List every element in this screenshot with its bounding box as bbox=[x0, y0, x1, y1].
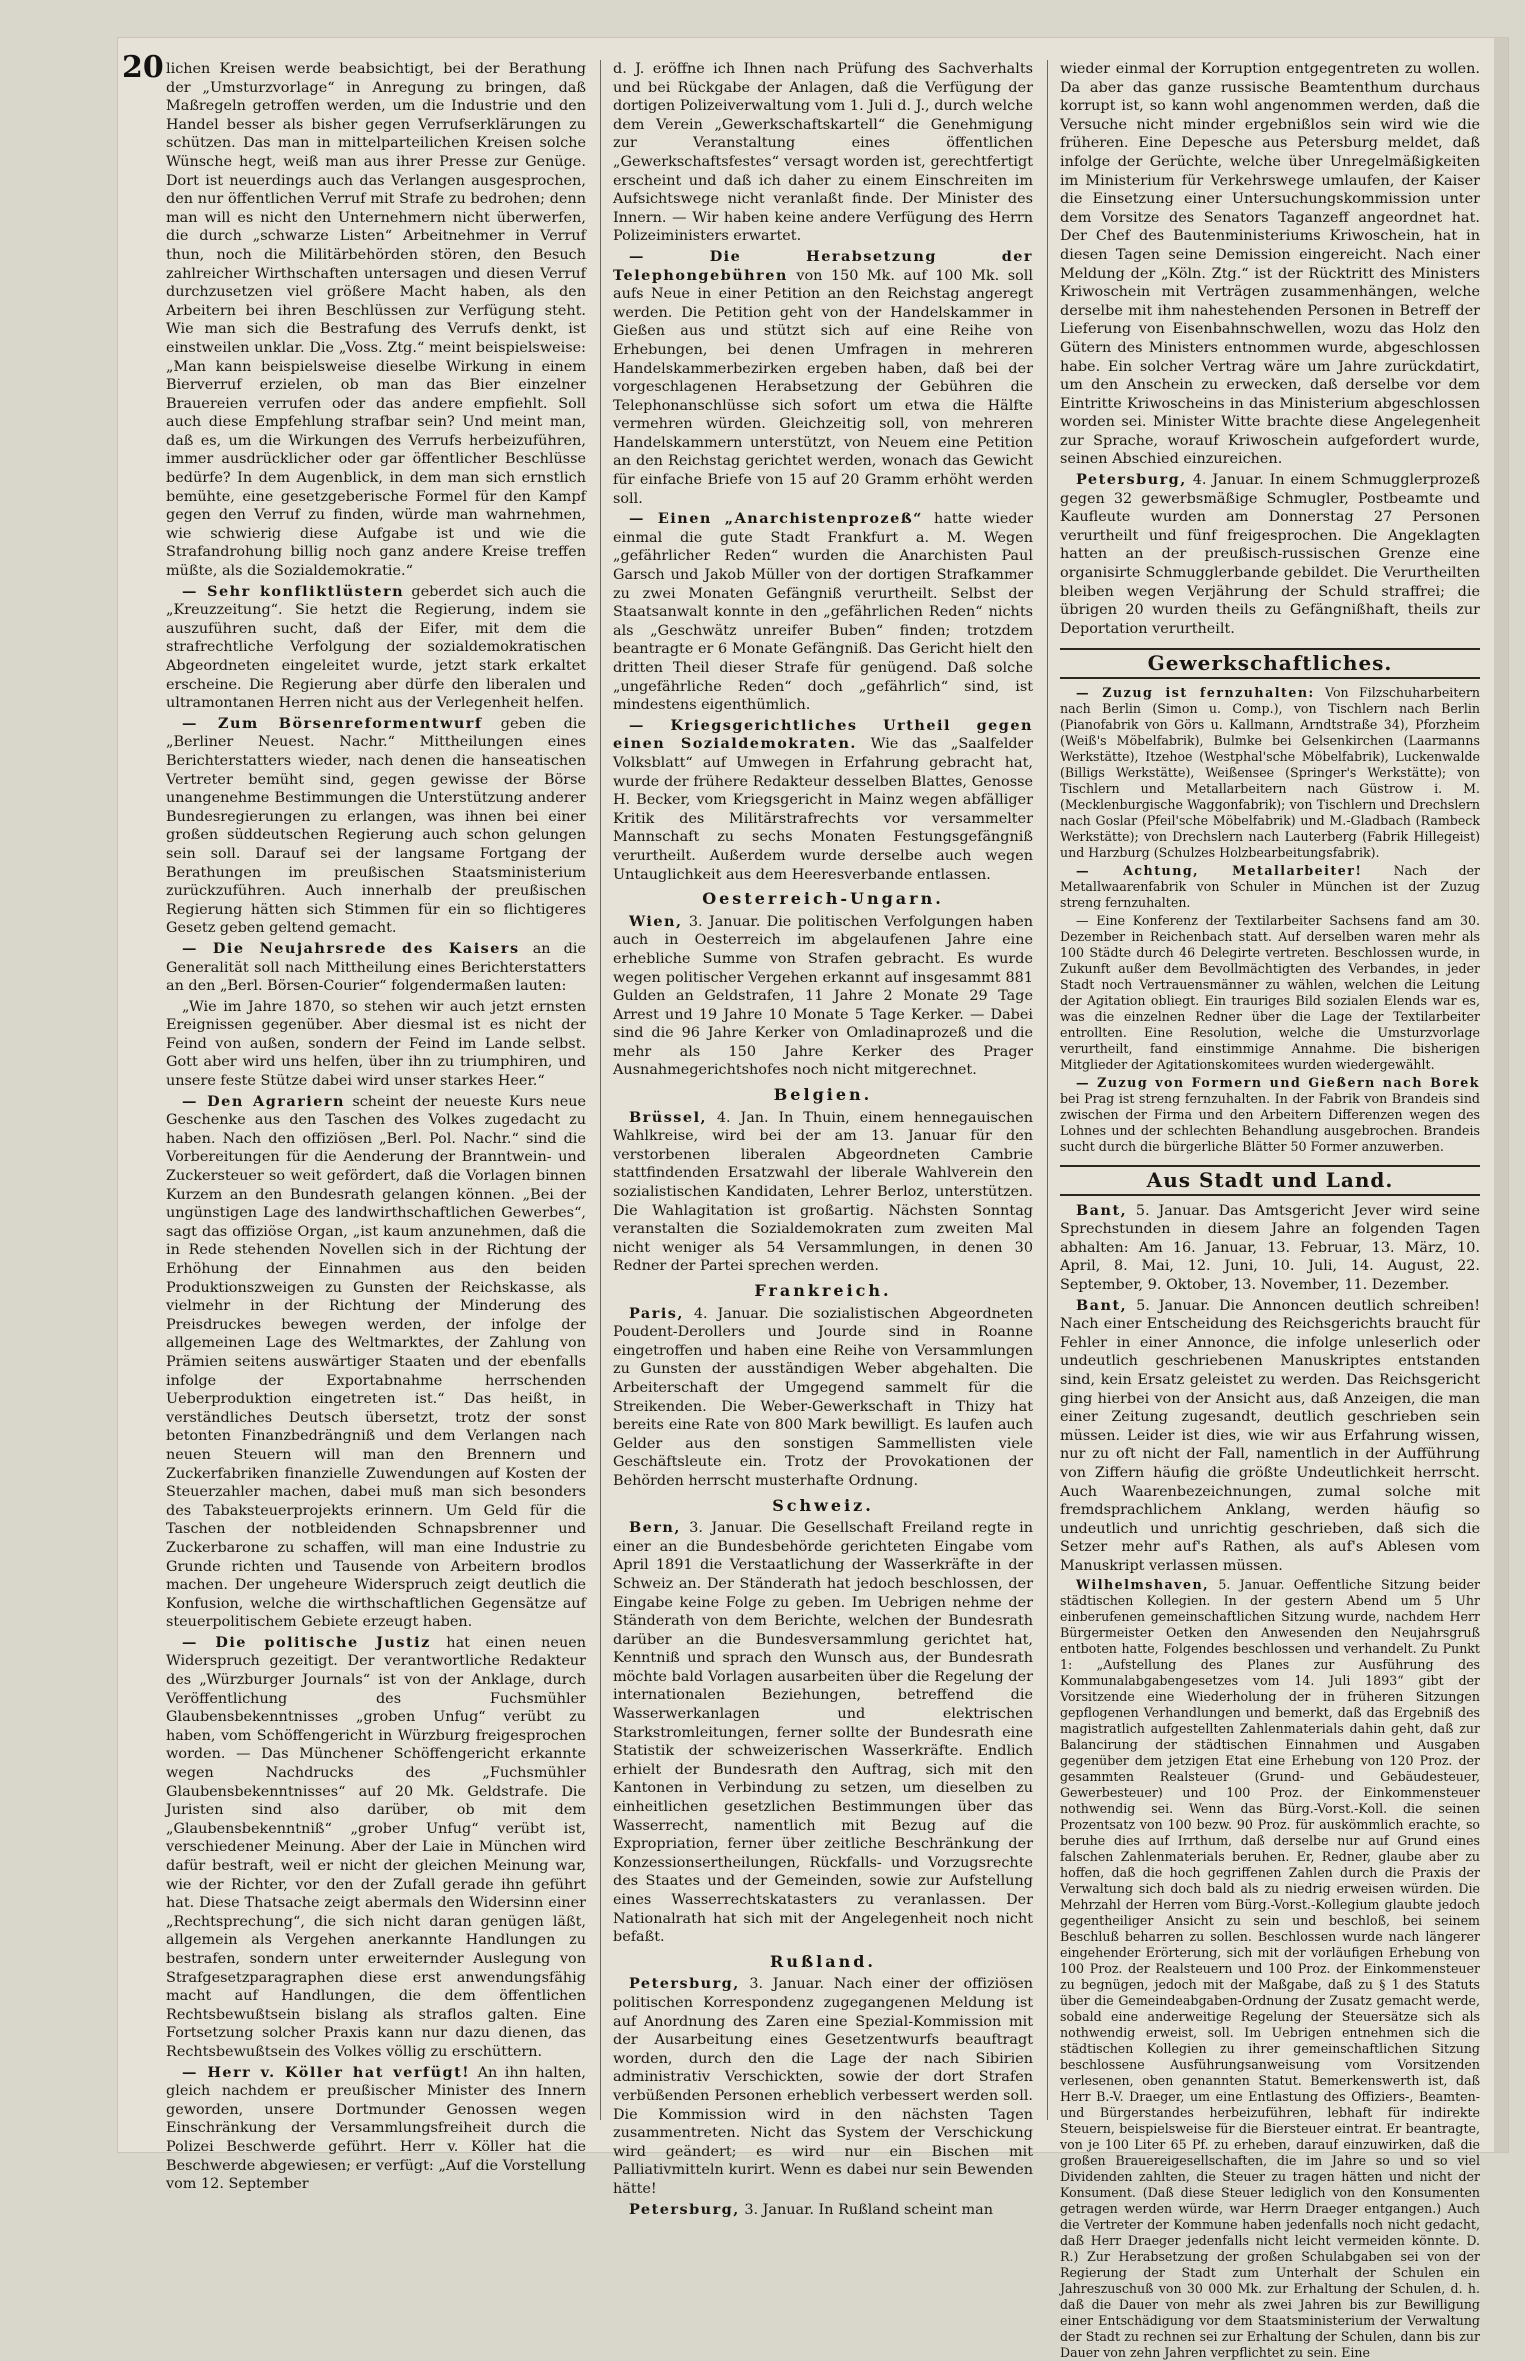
section-heading: Rußland. bbox=[770, 1951, 876, 1971]
article-paragraph bbox=[166, 1093, 586, 1632]
article-paragraph bbox=[1060, 685, 1480, 861]
article-lead: — Zum Börsenreformentwurf bbox=[182, 714, 483, 732]
article-lead: Petersburg, bbox=[1076, 471, 1187, 489]
article-paragraph bbox=[613, 1109, 1033, 1276]
article-lead: — Den Agrariern bbox=[182, 1092, 345, 1110]
article-text: lichen Kreisen werde beabsichtigt, bei der Berathung der „Umsturzvorlage“ in Anregung zu bringen, daß Maßregeln getroffen werden, um die Industrie und den Handel besser als bisher gegen Verrufserklärungen zu schützen. Das man in mittelparteilichen Kreisen solche Wünsche hegt, weiß man aus ihrer Presse zur Genüge. Dort ist neuerdings auch das Verlangen ausgesprochen, den nur öffentlichen Verruf mit Strafe zu bedrohen; denn man will es nicht den Unternehmern nicht überwerfen, die durch „schwarze Listen“ Arbeitnehmer in Verruf thun, noch die Militärbehörden stören, den Besuch zahlreicher Wirthschaften untersagen und diesen Verruf durchzusetzen viel größere Macht haben, als den Arbeitern bei ihren Beschlüssen zur Verfügung steht. Wie man sich die Bestrafung des Verrufs denkt, ist einstweilen unklar. Die „Voss. Ztg.“ meint beispielsweise: „Man kann beispielsweise dieselbe Wirkung in einem Bierverruf erzielen, ob man das Bier einzelner Brauereien verrufen oder das andere empfiehlt. Soll auch diese Empfehlung strafbar sein? Und meint man, daß es, um die Wirkungen des Verrufs herbeizuführen, immer ausdrücklicher oder gar öffentlicher Beschlüsse bedürfe? In dem Augenblick, in dem man sich ernstlich bemühte, eine gesetzgeberische Formel für den Kampf gegen den Verruf zu finden, würde man wahrnehmen, wie schwierig diese Aufgabe ist und wie die Strafandrohung billig noch ganz andere Kreise treffen müßte, als die Sozialdemokratie.“ bbox=[166, 61, 586, 580]
newspaper-page bbox=[118, 38, 1508, 2361]
article-text: hatte wieder einmal die gute Stadt Frankfurt a. M. Wegen „gefährlicher Reden“ wurden die Anarchisten Paul Garsch und Jakob Müller von der dortigen Strafkammer zu zwei Monaten Gefängniß verurtheilt. Selbst der Staatsanwalt konnte in den „gefährlichen Reden“ nichts als „Geschwätz unreifer Buben“ finden; trotzdem beantragte er 6 Monate Gefängniß. Das Gericht hielt den dritten Theil dieser Strafe für genügend. Daß solche „ungefährliche Reden“ doch „gefährlich“ sind, ist mindestens eigenthümlich. bbox=[613, 511, 1033, 714]
article-lead: — Achtung, Metallarbeiter! bbox=[1076, 863, 1363, 878]
article-lead: Paris, bbox=[629, 1304, 684, 1322]
article-text: 5. Januar. Oeffentliche Sitzung beider städtischen Kollegien. In der gestern Abend um 5 Uhr einberufenen gemeinschaftlichen Sitzung wurde, nachdem Herr Bürgermeister Oetken den Anwesenden den Neujahrsgruß entboten hatte, Folgendes beschlossen und verhandelt. Zu Punkt 1: „Aufstellung des Planes zur Ausführung des Kommunalabgabengesetzes vom 14. Juli 1893“ gibt der Vorsitzende eine Wiederholung der in früheren Sitzungen gepflogenen Verhandlungen und bemerkt, daß das Ergebniß des magistratlich aufgestellten Zahlenmaterials dahin geht, daß zur Balancirung der städtischen Einnahmen und Ausgaben gegenüber dem jetzigen Etat eine Erhebung von 120 Proz. der gesammten Realsteuer (Grund- und Gebäudesteuer, Gewerbesteuer) und 100 Proz. der Einkommensteuer nothwendig sei. Wenn das Bürg.-Vorst.-Koll. die seinen Prozentsatz von 100 bezw. 90 Proz. für auskömmlich erachte, so beruhe dies auf Irrthum, daß derselbe nur auf Grund eines falschen Zahlenmaterials beruhen. Er, Redner, glaube aber zu hoffen, daß die hoch gegriffenen Zahlen durch die Praxis der Verwaltung sich doch bald als zu niedrig erweisen würden. Die Mehrzahl der Herren vom Bürg.-Vorst.-Kollegium glaubte jedoch gegentheiliger Ansicht zu sein und beschloß, bei seinem Beschluß beharren zu sollen. Beschlossen wurde nach längerer eingehender Erörterung, sich mit der vorläufigen Erhebung von 100 Proz. der Realsteuern und 100 Proz. der Einkommensteuer zu begnügen, jedoch mit der Maßgabe, daß zu § 1 des Statuts über die Gemeindeabgaben-Ordnung der Zusatz gemacht werde, sobald eine anderweitige Regelung der Steuersätze sich als nothwendig erweist, soll. Im Uebrigen entnehmen sich die städtischen Kollegien zu ihrer gemeinschaftlichen Sitzung beschlossene Ausführungsanweisung vom Vorsitzenden verlesenen, oben genannten Statut. Bemerkenswerth ist, daß Herr B.-V. Draeger, um eine Entlastung des Offiziers-, Beamten- und Bürgerstandes herbeizuführen, lebhaft für indirekte Steuern, beispielsweise für die Biersteuer eintrat. Er beantragte, von je 100 Liter 65 Pf. zu erheben, darauf einzuwirken, daß die großen Brauereigesellschaften, die im Jahre so und so viel Dividenden zahlten, die Steuer zu tragen hätten und nicht der Konsument. (Daß diese Steuer lediglich von den Konsumenten getragen werden würde, war Herrn Draeger entgangen.) Auch die Vertreter der Kommune haben jedenfalls noch nicht gedacht, daß Herr Draeger jedenfalls nicht leicht vermeiden könnte. D. R.) Zur Herabsetzung der großen Schulabgaben sei von der Regierung der Stadt zum Unterhalt der Schulen ein Jahreszuschuß von 30 000 Mk. zur Erhaltung der Schulen, d. h. daß die Dauer von mehr als zwei Jahren bis zur Bewilligung einer Entschädigung vor dem Staatsministerium der Verwaltung der Stadt zu rechnen sei zur Erhaltung der Schulen, dann bis zur Dauer von zehn Jahren verpflichtet zu sein. Eine bbox=[1060, 1577, 1480, 2361]
article-paragraph bbox=[166, 2064, 586, 2194]
article-lead: — Einen „Anarchistenprozeß“ bbox=[629, 510, 923, 528]
section-heading: Gewerkschaftliches. bbox=[1060, 648, 1480, 679]
article-lead: Brüssel, bbox=[629, 1108, 708, 1126]
article-text: hat einen neuen Widerspruch gezeitigt. Der verantwortliche Redakteur des „Würzburger Journals“ ist von der Anklage, durch Veröffentlichung des Fuchsmühler Glaubensbekenntnisses „groben Unfug“ verübt zu haben, vom Schöffengericht in Würzburg freigesprochen worden. — Das Münchener Schöffengericht erkannte wegen Nachdrucks des „Fuchsmühler Glaubensbekenntnisses“ auf 20 Mk. Geldstrafe. Die Juristen sind also darüber, ob mit dem „Glaubensbekenntniß“ „grober Unfug“ verübt ist, verschiedener Meinung. Aber der Laie in München wird dafür bestraft, weil er nicht der gleichen Meinung war, wie der Richter, vor den der Zufall gerade ihn geführt hat. Diese Thatsache zeigt abermals den Widersinn einer „Rechtsprechung“, die sich nicht daran genügen läßt, allgemein als Vergehen anerkannte Handlungen zu bestrafen, sondern unter erweiternder Auslegung von Strafgesetzparagraphen diese erst anwendungsfähig macht auf Handlungen, die dem öffentlichen Rechtsbewußtsein bislang als straflos galten. Eine Fortsetzung solcher Praxis kann nur dazu dienen, das Rechtsbewußtsein des Volkes völlig zu erschüttern. bbox=[166, 1634, 587, 2060]
article-paragraph bbox=[1060, 863, 1480, 911]
article-text: 5. Januar. Die Annoncen deutlich schreiben! Nach einer Entscheidung des Reichsgerichts braucht für Fehler in einer Annonce, die infolge unleserlich oder undeutlich geschriebenen Manuskriptes entstanden sind, kein Ersatz geleistet zu werden. Das Reichsgericht ging hierbei von der Ansicht aus, daß Anzeigen, die man einer Zeitung zugesandt, deutlich geschrieben sein müssen. Leider ist dies, wie wir aus Erfahrung wissen, nur zu oft nicht der Fall, namentlich in der Aufführung von Ziffern häufig die größte Undeutlichkeit herrscht. Auch Waarenbezeichnungen, zumal solche mit fremdsprachlichem Anklang, werden häufig so undeutlich und unrichtig geschrieben, daß sich die Setzer mehr auf's Rathen, als auf's Ablesen vom Manuskript verlassen müssen. bbox=[1060, 1297, 1481, 1574]
section-heading: Belgien. bbox=[773, 1085, 873, 1105]
article-paragraph bbox=[613, 60, 1033, 246]
article-lead: — Zuzug von Formern und Gießern nach Borek bbox=[1076, 1075, 1480, 1090]
article-text: 3. Januar. Nach einer der offiziösen politischen Korrespondenz zugegangenen Meldung ist auf Anordnung des Zaren eine Spezial-Kommission mit der Ausarbeitung eines Gesetzentwurfs beauftragt worden, durch den die Lage der nach Sibirien administrativ Verschickten, sowie der dort Strafen verbüßenden Personen erheblich verbessert werden soll. Die Kommission wird in den nächsten Tagen zusammentreten. Nicht das System der Verschickung wird geändert; es wird nur ein Bischen mit Palliativmitteln kurirt. Wenn es dabei nur sein Bewenden hätte! bbox=[613, 1976, 1034, 2197]
column-3 bbox=[1047, 60, 1481, 2361]
column-1 bbox=[166, 60, 587, 2193]
section-heading: Frankreich. bbox=[754, 1281, 892, 1300]
article-paragraph bbox=[166, 998, 586, 1091]
article-lead: Wien, bbox=[629, 912, 683, 930]
article-lead: Bant, bbox=[1076, 1296, 1128, 1314]
column-2 bbox=[600, 60, 1034, 2218]
article-text: bei Prag ist streng fernzuhalten. In der Fabrik von Brandeis sind zwischen der Firma und den Arbeitern Differenzen wegen des Lohnes und der schlechten Behandlung ausgebrochen. Brandeis sucht durch die bürgerliche Blätter 50 Former anzuwerben. bbox=[1060, 1091, 1480, 1154]
article-text: 3. Januar. In Rußland scheint man bbox=[744, 2201, 993, 2218]
page-edge bbox=[1494, 38, 1508, 2152]
article-text: 3. Januar. Die politischen Verfolgungen haben auch in Oesterreich im abgelaufenen Jahre eine erhebliche Summe von Strafen gebracht. Es wurde wegen politischer Vergehen erkannt auf insgesammt 881 Gulden an Geldstrafen, 11 Jahre 2 Monate 29 Tage Arrest und 19 Jahre 10 Monate 5 Tage Kerker. — Dabei sind die 96 Jahre Kerker von Omladinaprozeß und die mehr als 150 Jahre Kerker des Prager Ausnahmegerichtshofes noch nicht mitgerechnet. bbox=[613, 913, 1033, 1079]
article-lead: Petersburg, bbox=[629, 1975, 740, 1993]
article-text: 4. Jan. In Thuin, einem hennegauischen Wahlkreise, wird bei der am 13. Januar für den verstorbenen liberalen Abgeordneten Cambrie stattfindenden Ersatzwahl der liberale Wahlverein den sozialistischen Kandidaten, Lehrer Berloz, unterstützen. Die Wahlagitation ist großartig. Nächsten Sonntag veranstalten die Sozialdemokraten zum zweiten Mal nicht weniger als 54 Versammlungen, in denen 30 Redner der Partei sprechen werden. bbox=[613, 1109, 1033, 1275]
article-lead: — Kriegsgerichtliches Urtheil gegen einen Sozialdemokraten. bbox=[613, 716, 1033, 753]
article-lead: — Sehr konfliktlüstern bbox=[182, 582, 405, 600]
section-heading: Oesterreich-Ungarn. bbox=[702, 889, 944, 909]
article-paragraph bbox=[166, 715, 586, 938]
article-lead: — Zuzug ist fernzuhalten: bbox=[1076, 685, 1315, 700]
article-text: 4. Januar. In einem Schmugglerprozeß gegen 32 gewerbsmäßige Schmugler, Postbeamte und Kaufleute wurden am Donnerstag 27 Personen verurtheilt und fünf freigesprochen. Die Angeklagten hatten an der preußisch-russischen Grenze eine organisirte Schmugglerbande gebildet. Die Verurtheilten bleiben wegen Verjährung der Schuld straffrei; die übrigen 20 wurden theils zu Gefängnißhaft, theils zur Deportation verurtheilt. bbox=[1060, 472, 1480, 637]
article-lead: Wilhelmshaven, bbox=[1076, 1577, 1210, 1593]
article-text: Nach der Metallwaarenfabrik von Schuler in München ist der Zuzug streng fernzuhalten. bbox=[1060, 863, 1480, 910]
article-paragraph bbox=[613, 717, 1033, 884]
article-lead: Bant, bbox=[1076, 1201, 1128, 1219]
article-text: „Wie im Jahre 1870, so stehen wir auch jetzt ernsten Ereignissen gegenüber. Aber diesmal ist es nicht der Feind von außen, sondern der Feind im Lande selbst. Gott aber wird uns helfen, über ihn zu triumphiren, und unsere feste Stütze dabei wird unser starkes Heer.“ bbox=[166, 998, 586, 1090]
article-text: 5. Januar. Das Amtsgericht Jever wird seine Sprechstunden in diesem Jahre an folgenden Tagen abhalten: Am 16. Januar, 13. Februar, 13. März, 10. April, 8. Mai, 12. Juni, 10. Juli, 14. August, 22. September, 9. Oktober, 13. November, 11. Dezember. bbox=[1060, 1202, 1480, 1293]
article-text: an die Generalität soll nach Mittheilung eines Berichterstatters an den „Berl. Börsen-Courier“ folgendermaßen lauten: bbox=[166, 940, 586, 995]
article-text: Wie das „Saalfelder Volksblatt“ auf Umwegen in Erfahrung gebracht hat, wurde der frühere Redakteur desselben Blattes, Genosse H. Becker, vom Kriegsgericht in Mainz wegen abfälliger Kritik des Militärstrafrechts vor versammelter Mannschaft zu sechs Monaten Festungsgefängniß verurtheilt. Außerdem wurde derselbe auch wegen Untauglichkeit aus dem Heeresverbande entlassen. bbox=[613, 736, 1033, 883]
article-paragraph bbox=[166, 60, 586, 581]
article-paragraph bbox=[613, 2201, 1033, 2220]
article-text: von 150 Mk. auf 100 Mk. soll aufs Neue in einer Petition an den Reichstag angeregt werden. Die Petition geht von der Handelskammer in Gießen aus und stützt sich auf eine Reihe von Erhebungen, bei denen Umfragen in mehreren Handelskammerbezirken ergeben haben, daß bei der vorgeschlagenen Herabsetzung der Gebühren die Telephonanschlüsse sich sofort um etwa die Hälfte vermehren würden. Gleichzeitig soll, von mehreren Handelskammern unterstützt, von Neuem eine Petition an den Reichstag gerichtet werden, wonach das Gewicht für einfache Briefe von 15 auf 20 Gramm erhöht werden soll. bbox=[613, 267, 1033, 507]
article-text: wieder einmal der Korruption entgegentreten zu wollen. Da aber das ganze russische Beamtenthum durchaus korrupt ist, so kann wohl angenommen werden, daß die Versuche nicht minder ergebnißlos sein wird wie die früheren. Eine Depesche aus Petersburg meldet, daß infolge der Gerüchte, welche über Unregelmäßigkeiten im Ministerium für Verkehrswege umlaufen, der Kaiser die Einsetzung einer Untersuchungskommission unter dem Vorsitze des Senators Taganzeff angeordnet hat. Der Chef des Bautenministeriums Kriwoschein, hat in diesen Tagen seine Demission eingereicht. Nach einer Meldung der „Köln. Ztg.“ ist der Rücktritt des Ministers Kriwoschein mit Verträgen zusammenhängen, welche derselbe mit ihm nahestehenden Personen in Betreff der Lieferung von Eisenbahnschwellen, wozu das Holz den Gütern des Ministers entnommen wurde, abgeschlossen habe. Ein solcher Vertrag wäre um Jahre zurückdatirt, um den Anschein zu erwecken, daß derselbe vor dem Eintritte Kriwoscheins in das Ministerium abgeschlossen worden sei. Minister Witte brachte diese Angelegenheit zur Sprache, worauf Kriwoschein aufgefordert wurde, seinen Abschied einzureichen. bbox=[1060, 61, 1480, 468]
article-lead: — Die politische Justiz bbox=[182, 1633, 431, 1651]
article-paragraph bbox=[1060, 1297, 1480, 1576]
article-paragraph bbox=[166, 1634, 586, 2062]
article-paragraph bbox=[1060, 471, 1480, 638]
article-text: Von Filzschuharbeitern nach Berlin (Simon u. Comp.), von Tischlern nach Berlin (Pianofabrik von Görs u. Kallmann, Arndtstraße 34), Pforzheim (Weiß's Möbelfabrik), Bulmke bei Gelsenkirchen (Laarmanns Werkstätte), Itzehoe (Westphal'sche Möbelfabrik), Luckenwalde (Billigs Werkstätte), Weißensee (Springer's Werkstätte); von Tischlern und Metallarbeitern nach Güstrow i. M. (Mecklenburgische Waggonfabrik); von Tischlern und Drechslern nach Goslar (Pfeil'sche Möbelfabrik) und M.-Gladbach (Rambeck Werkstätte); von Drechslern nach Lauterberg (Fabrik Hillegeist) und Harzburg (Schulzes Holzbearbeitungsfabrik). bbox=[1060, 685, 1480, 860]
article-lead: — Herr v. Köller hat verfügt! bbox=[182, 2063, 471, 2081]
section-heading: Schweiz. bbox=[772, 1495, 874, 1515]
article-paragraph bbox=[1060, 1577, 1480, 2361]
section-heading: Aus Stadt und Land. bbox=[1060, 1165, 1480, 1196]
article-text: geberdet sich auch die „Kreuzzeitung“. Sie hetzt die Regierung, indem sie auszuführen sucht, daß der Eifer, mit dem die strafrechtliche Verfolgung der sozialdemokratischen Abgeordneten eingeleitet wurde, jetzt stark erkaltet erscheine. Die Regierung aber dürfe den liberalen und ultramontanen Herren nicht aus der Verlegenheit helfen. bbox=[166, 583, 586, 712]
article-text: — Eine Konferenz der Textilarbeiter Sachsens fand am 30. Dezember in Reichenbach statt. Auf derselben waren mehr als 100 Städte durch 46 Delegirte vertreten. Beschlossen wurde, in Zukunft außer dem Bevollmächtigten des Verbandes, in jeder Stadt noch Vertrauensmänner zu wählen, welchen die Leitung der Agitation obliegt. Ein trauriges Bild sozialen Elends war es, was die einzelnen Redner über die Lage der Textilarbeiter entrollten. Eine Resolution, welche die Umsturzvorlage verurtheilt, fand einstimmige Annahme. Die bisherigen Mitglieder der Agitationskomitees wurden wiedergewählt. bbox=[1060, 913, 1480, 1072]
article-paragraph bbox=[166, 583, 586, 713]
columns-container bbox=[166, 60, 1481, 2361]
article-paragraph bbox=[613, 1519, 1033, 1947]
article-lead: Bern, bbox=[629, 1519, 681, 1537]
article-paragraph bbox=[1060, 1075, 1480, 1155]
article-text: scheint der neueste Kurs neue Geschenke aus den Taschen des Volkes zugedacht zu haben. Nach den offiziösen „Berl. Pol. Nachr.“ sind die Vorbereitungen für die Aenderung der Branntwein- und Zuckersteuer so weit gefördert, daß die Vorlagen binnen Kurzem an den Bundesrath gelangen können. „Bei der ungünstigen Lage des landwirthschaftlichen Gewerbes“, sagt das offiziöse Organ, „ist kaum anzunehmen, daß die in Rede stehenden Novellen sich in der Richtung der Erhöhung der Einnahmen aus den beiden Produktionszweigen zu Gunsten der Reichskasse, als vielmehr in der Richtung der Minderung des Preisdruckes bewegen werden, der infolge der allgemeinen Lage des Weltmarktes, der Zahlung von Prämien seitens auswärtiger Staaten und der ebenfalls infolge der Exportabnahme herrschenden Ueberproduktion eingetreten ist.“ Das heißt, in verständliches Deutsch übersetzt, trotz der sonst betonten Finanzbedrängniß und dem Verlangen nach neuen Steuern will man den Brennern und Zuckerfabriken finanzielle Zuwendungen auf Kosten der Steuerzahler machen, dabei muß man sich besonders des Tabaksteuerprojekts erinnern. Um Geld für die Taschen der notbleidenden Schnapsbrenner und Zuckerbarone zu schaffen, will man eine Industrie zu Grunde richten und Tausende von Arbeitern brodlos machen. Der ungeheure Widerspruch zeigt deutlich die Konfusion, welche die wirthschaftlichen Gegensätze auf steuerpolitischem Gebiete erzeugt haben. bbox=[166, 1093, 586, 1631]
article-lead: — Die Neujahrsrede des Kaisers bbox=[182, 939, 520, 957]
article-text: d. J. eröffne ich Ihnen nach Prüfung des Sachverhalts und bei Rückgabe der Anlagen, daß die Verfügung der dortigen Polizeiverwaltung vom 1. Juli d. J., durch welche dem Verein „Gewerkschaftskartell“ die Genehmigung zur Veranstaltung eines öffentlichen „Gewerkschaftsfestes“ versagt worden ist, gerechtfertigt erscheint und daß ich daher zu einem Einschreiten im Aufsichtswege nicht veranlaßt finde. Der Minister des Innern. — Wir haben keine andere Verfügung des Herrn Polizeiministers erwartet. bbox=[613, 61, 1033, 245]
article-paragraph bbox=[613, 1305, 1033, 1491]
article-text: geben die „Berliner Neuest. Nachr.“ Mittheilungen eines Berichterstatters wieder, nach denen die hanseatischen Vertreter bemüht sind, gegen gewisse der Börse unangenehme Bestimmungen die Unterstützung anderer Bundesregierungen zu erlangen, was ihnen bei einer großen süddeutschen Regierung auch schon gelungen sein soll. Darauf sei der langsame Fortgang der Berathungen im preußischen Staatsministerium zurückzuführen. Auch innerhalb der preußischen Regierung hätten sich Stimmen für ein so flichtigeres Gesetz geben geltend gemacht. bbox=[166, 715, 586, 937]
article-text: 3. Januar. Die Gesellschaft Freiland regte in einer an die Bundesbehörde gerichteten Eingabe vom April 1891 die Verstaatlichung der Wasserkräfte in der Schweiz an. Der Ständerath hat jedoch beschlossen, der Eingabe keine Folge zu geben. Im Uebrigen nehme der Ständerath von dem Berichte, welchen der Bundesrath darüber an die Bundesversammlung gerichtet hat, Kenntniß und sprach den Wunsch aus, der Bundesrath möchte bald Vorlagen ausarbeiten über die Regelung der internationalen Beziehungen, betreffend die Wasserwerkanlagen und elektrischen Starkstromleitungen, ferner sollte der Bundesrath eine Statistik der schweizerischen Wasserkräfte. Endlich erhielt der Bundesrath den Auftrag, sich mit den Kantonen in Verbindung zu setzen, um dieselben zu einheitlichen gesetzlichen Bestimmungen über das Wasserrecht, namentlich mit Bezug auf die Expropriation, ferner über zeitliche Beschränkung der Konzessionsertheilungen, Rückfalls- und Vorzugsrechte des Staates und der Gemeinden, sowie zur Aufstellung eines Wasserrechtskatasters zu veranlassen. Der Nationalrath hat sich mit der Angelegenheit noch nicht befaßt. bbox=[613, 1520, 1033, 1946]
article-paragraph bbox=[1060, 913, 1480, 1073]
article-text: An ihn halten, gleich nachdem er preußischer Minister des Innern geworden, unsere Dortmunder Genossen wegen Einschränkung der Versammlungsfreiheit durch die Polizei Beschwerde geführt. Herr v. Köller hat die Beschwerde abgewiesen; er verfügt: „Auf die Vorstellung vom 12. September bbox=[166, 2064, 587, 2193]
article-paragraph bbox=[613, 248, 1033, 508]
article-paragraph bbox=[1060, 60, 1480, 469]
article-paragraph bbox=[613, 510, 1033, 715]
article-paragraph bbox=[613, 1975, 1033, 2198]
article-paragraph bbox=[613, 913, 1033, 1080]
article-lead: Petersburg, bbox=[629, 2200, 740, 2218]
article-paragraph bbox=[1060, 1202, 1480, 1295]
page-number: 20 bbox=[122, 50, 164, 85]
article-lead: — Die Herabsetzung der Telephongebühren bbox=[613, 247, 1033, 284]
article-paragraph bbox=[166, 940, 586, 996]
article-text: 4. Januar. Die sozialistischen Abgeordneten Poudent-Derollers und Jourde sind in Roanne eingetroffen und haben eine Reihe von Versammlungen zu Gunsten der ausständigen Weber abgehalten. Die Arbeiterschaft der Umgegend sammelt für die Streikenden. Die Weber-Gewerkschaft in Thizy hat bereits eine Rate von 800 Mark bewilligt. Es laufen auch Gelder aus den sonstigen Sammellisten viele Geschäftsleute ein. Trotz der Provokationen der Behörden herrscht musterhafte Ordnung. bbox=[613, 1305, 1034, 1489]
